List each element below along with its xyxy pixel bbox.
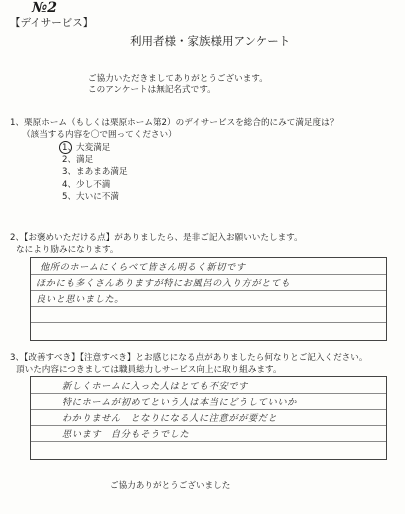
service-tag: 【デイサービス】 [10, 17, 94, 29]
option-number: 4、 [62, 179, 77, 190]
option-5[interactable] [62, 191, 128, 203]
question-3-subtext: 頂いた内容につきましては職員総力しサービス向上に取り組みます。 [16, 365, 282, 375]
option-1[interactable] [62, 142, 128, 154]
option-3[interactable] [62, 166, 128, 178]
option-4[interactable] [62, 179, 128, 191]
ruled-line [31, 441, 386, 442]
option-label: 大変満足 [76, 143, 111, 153]
question-1-instruction: （該当する内容を〇で囲ってください） [22, 130, 177, 140]
question-2-text: 2、【お褒めいただける点】がありましたら、是非ご記入お願いいたします。 [10, 233, 303, 243]
intro-text [88, 74, 268, 96]
question-1-text: 1、栗原ホーム（もしくは栗原ホーム第2）のデイサービスを総合的にみて満足度は？ [10, 118, 339, 128]
question-3-text: 3、【改善すべき】【注意すべき】とお感じになる点がありましたら何なりとご記入ください。 [10, 353, 368, 363]
question-1 [10, 117, 338, 141]
handwritten-answer-3-line-1: 新しくホームに入った人はとても不安です [62, 381, 248, 392]
question-2 [10, 232, 303, 256]
option-label: 少し不満 [76, 179, 111, 190]
option-number: 1、 [62, 143, 77, 153]
document-number: №2 [32, 0, 57, 16]
option-2[interactable] [62, 154, 128, 166]
handwritten-answer-3-line-3: わかりません となりになる人に注意がが要だと [62, 413, 278, 424]
option-number: 5、 [62, 191, 77, 202]
ruled-line [31, 306, 386, 307]
ruled-line [31, 322, 386, 323]
closing-text: ご協力ありがとうございました [110, 481, 231, 491]
option-label: 満足 [76, 155, 94, 166]
option-label: まあまあ満足 [76, 167, 128, 178]
intro-line-1: ご協力いただきましてありがとうございます。 [88, 74, 268, 84]
handwritten-answer-2-line-2: ほかにも多くさんありますが特にお風呂の入り方がとても [36, 278, 291, 289]
handwritten-answer-3-line-4: 思います 自分もそうでした [62, 429, 190, 440]
handwritten-answer-2-line-3: 良いと思いました。 [36, 294, 125, 305]
question-2-subtext: なにより励みになります。 [16, 245, 119, 255]
question-3 [10, 352, 367, 376]
survey-title: 利用者様・家族様用アンケート [130, 34, 291, 48]
option-label: 大いに不満 [76, 191, 119, 202]
handwritten-answer-3-line-2: 特にホームが初めてという人は本当にどうしていいか [62, 397, 297, 408]
option-number: 3、 [62, 167, 77, 178]
intro-line-2: このアンケートは無記名式です。 [88, 85, 216, 95]
handwritten-answer-2-line-1: 他所のホームにくらべて皆さん明るく新切です [40, 262, 246, 273]
option-number: 2、 [62, 155, 77, 166]
satisfaction-options [62, 142, 128, 203]
